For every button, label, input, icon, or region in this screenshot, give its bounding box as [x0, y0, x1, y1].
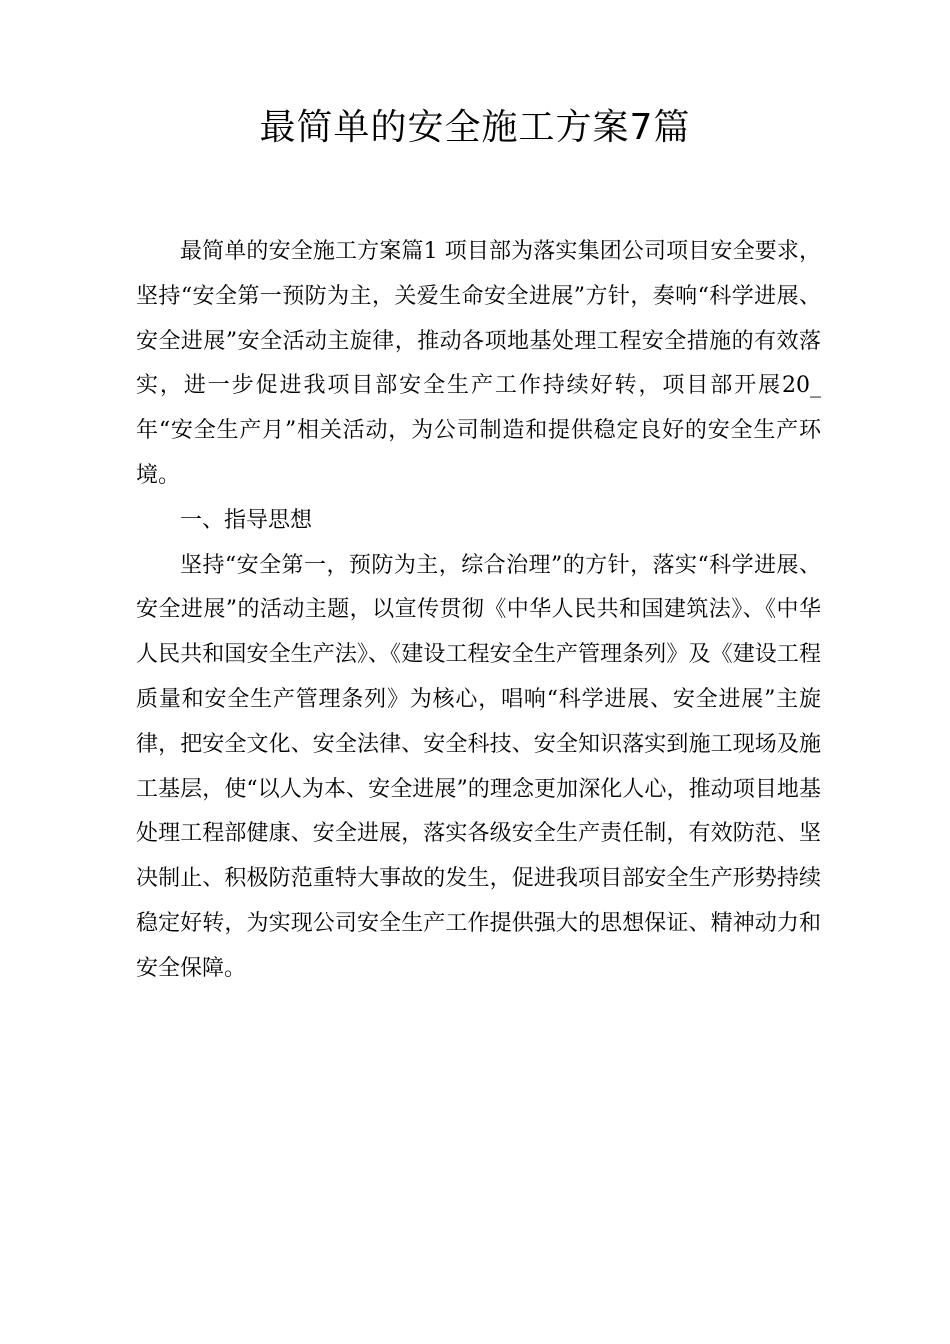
document-title: 最简单的安全施工方案7篇 [259, 107, 691, 148]
section-heading-guiding-ideology: 一、指导思想 [180, 507, 313, 533]
paragraph-guiding-ideology: 坚持“安全第一，预防为主，综合治理”的方针，落实“科学进展、安全进展”的活动主题，以宣传贯彻《中华人民共和国建筑法》、《中华人民共和国安全生产法》、《建设工程安全生产管理条列》及《建设工程质量和安全生产管理条列》为核心，唱响“科学进展、安全进展”主旋律，把安全文化、安全法律、安全科技、安全知识落实到施工现场及施工基层，使“以人为本、安全进展”的理念更加深化人心，推动项目地基处理工程部健康、安全进展，落实各级安全生产责任制，有效防范、坚决制止、积极防范重特大事故的发生，促进我项目部安全生产形势持续稳定好转，为实现公司安全生产工作提供强大的思想保证、精神动力和安全保障。 [136, 552, 821, 981]
paragraph-intro: 最简单的安全施工方案篇1 项目部为落实集团公司项目安全要求，坚持“安全第一预防为主，关爱生命安全进展”方针，奏响“科学进展、安全进展”安全活动主旋律，推动各项地基处理工程安全措施的有效落实，进一步促进我项目部安全生产工作持续好转，项目部开展20_年“安全生产月”相关活动，为公司制造和提供稳定良好的安全生产环境。 [136, 239, 821, 488]
document-body [136, 230, 821, 992]
